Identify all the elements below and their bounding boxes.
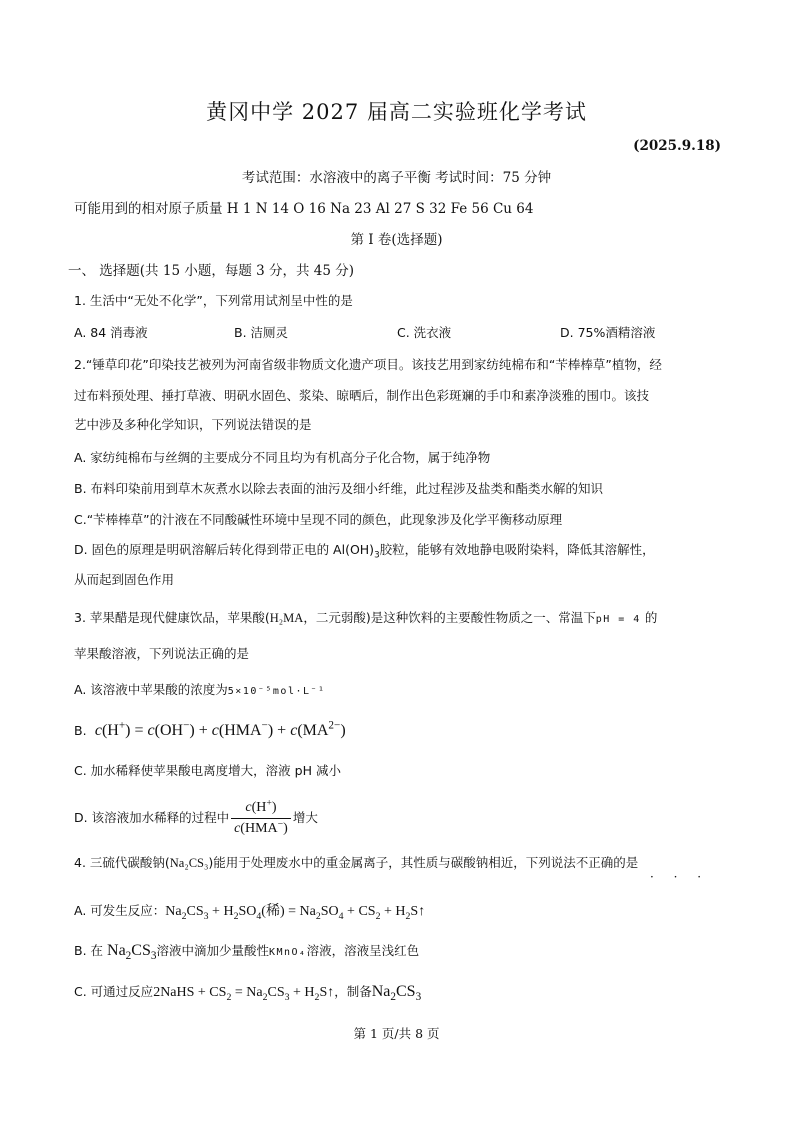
q3-ph-value: pH = 4 — [595, 614, 641, 625]
q3-option-a — [74, 681, 721, 701]
q3-option-c: C. 加水稀释使苹果酸电离度增大，溶液 pH 减小 — [74, 763, 341, 778]
q2-stem-line-3: 艺中涉及多种化学知识，下列说法错误的是 — [74, 417, 312, 432]
q4-option-c-text-2: ，制备 — [334, 984, 372, 999]
q4-option-c — [74, 983, 721, 1002]
exam-date: (2025.9.18) — [633, 138, 721, 154]
q2-option-d-subscript: 3 — [374, 550, 380, 561]
q4-option-b-text-1: B. 在 — [74, 943, 104, 958]
q4-option-b-kmno4: KMnO₄ — [268, 947, 307, 958]
q1-option-d: D. 75%酒精溶液 — [560, 325, 656, 340]
q4-option-a-equation: $Na_2CS_3 + H_2SO_4$(稀) = $Na_2SO_4 + CS_2$ + $H_2S↑$ — [165, 904, 426, 922]
volume-title: 第 I 卷(选择题) — [350, 232, 443, 248]
page-footer: 第 1 页/共 8 页 — [353, 1026, 440, 1041]
q3-option-b-label: B. — [74, 723, 87, 738]
q4-option-a — [74, 902, 721, 921]
q1-option-b: B. 洁厕灵 — [234, 325, 289, 340]
q3-option-a-text: A. 该溶液中苹果酸的浓度为 — [74, 682, 228, 697]
q2-option-a: A. 家纺纯棉布与丝绸的主要成分不同且均为有机高分子化合物，属于纯净物 — [74, 450, 491, 465]
q3-stem-text-3: 的 — [644, 610, 658, 625]
q2-option-d — [74, 541, 721, 559]
q4-stem — [74, 854, 721, 872]
q3-acid-formula: H₂MA — [269, 611, 304, 625]
q4-option-b-text-2: 溶液中滴加少量酸性 — [156, 943, 269, 958]
q4-option-b-text-3: 溶液，溶液呈浅红色 — [306, 943, 420, 958]
q4-option-c-text-1: C. 可通过反应 — [74, 984, 154, 999]
q3-option-b — [74, 719, 721, 740]
q3-option-d-text-1: D. 该溶液加水稀释的过程中 — [74, 810, 230, 825]
q4-option-b-formula: $Na_2CS_3$ — [107, 942, 157, 963]
q2-option-d-text-2: 胶粒，能够有效地静电吸附染料，降低其溶解性， — [379, 542, 655, 557]
q3-stem-line-2: 苹果酸溶液，下列说法正确的是 — [74, 646, 250, 661]
section-heading: 一、 选择题(共 15 小题，每题 3 分，共 45 分) — [68, 263, 355, 279]
q2-option-d-text-1: D. 固色的原理是明矾溶解后转化得到带正电的 Al(OH) — [74, 542, 375, 557]
q3-stem — [74, 609, 721, 629]
q4-option-a-text: A. 可发生反应： — [74, 903, 166, 918]
q4-option-c-formula: $Na_2CS_3$ — [371, 983, 422, 1004]
q3-stem-text-2: ，二元弱酸)是这种饮料的主要酸性物质之一、常温下 — [303, 610, 596, 625]
q3-option-d-text-2: 增大 — [292, 810, 318, 825]
q4-option-c-equation: 2NaHS + $CS_2 = Na_2CS_3$ + $H_2S↑$ — [153, 985, 335, 1003]
q4-option-b — [74, 942, 721, 962]
q4-stem-text-2: )能用于处理废水中的重金属离子，其性质与碳酸钠相近，下列说法不正确的是 — [208, 855, 639, 870]
q3-stem-text-1: 3. 苹果醋是现代健康饮品，苹果酸( — [74, 610, 270, 625]
exam-scope-time: 考试范围：水溶液中的离子平衡 考试时间：75 分钟 — [241, 170, 552, 186]
q2-stem-line-2: 过布料预处理、捶打草液、明矾水固色、浆染、晾晒后，制作出色彩斑斓的手巾和素净淡雅的围巾。该技 — [74, 388, 650, 403]
q3-option-b-equation: $c(H^+) = c(OH^-) + c(HMA^-) + c(MA^{2-})$ — [90, 719, 346, 739]
q2-option-c: C.“苄棒棒草”的汁液在不同酸碱性环境中呈现不同的颜色，此现象涉及化学平衡移动原理 — [74, 512, 563, 527]
atomic-masses: 可能用到的相对原子质量 H 1 N 14 O 16 Na 23 Al 27 S 32 Fe 56 Cu 64 — [74, 201, 534, 217]
q2-option-d-line-2: 从而起到固色作用 — [74, 572, 175, 587]
q3-option-d — [74, 795, 721, 841]
q1-option-c: C. 洗衣液 — [397, 325, 452, 340]
q2-stem-line-1: 2.“锤草印花”印染技艺被列为河南省级非物质文化遗产项目。该技艺用到家纺纯棉布和“苄棒棒草”植物，经 — [74, 357, 662, 372]
q3-option-d-fraction: $\frac{c(H^+)}{c(HMA^-)}$ — [231, 799, 291, 838]
q4-stem-text-1: 4. 三硫代碳酸钠( — [74, 855, 170, 870]
q2-option-b: B. 布料印染前用到草木灰煮水以除去表面的油污及细小纤维，此过程涉及盐类和酯类水解的知识 — [74, 481, 604, 496]
exam-title: 黄冈中学 2027 届高二实验班化学考试 — [206, 100, 587, 124]
q4-formula: Na₂CS₃ — [169, 856, 209, 870]
q3-option-a-concentration: 5×10⁻⁵mol·L⁻¹ — [227, 686, 326, 697]
q1-option-a: A. 84 消毒液 — [74, 325, 148, 340]
q1-stem: 1. 生活中“无处不化学”，下列常用试剂呈中性的是 — [74, 293, 353, 308]
emphasis-dots: · · · — [650, 870, 710, 884]
